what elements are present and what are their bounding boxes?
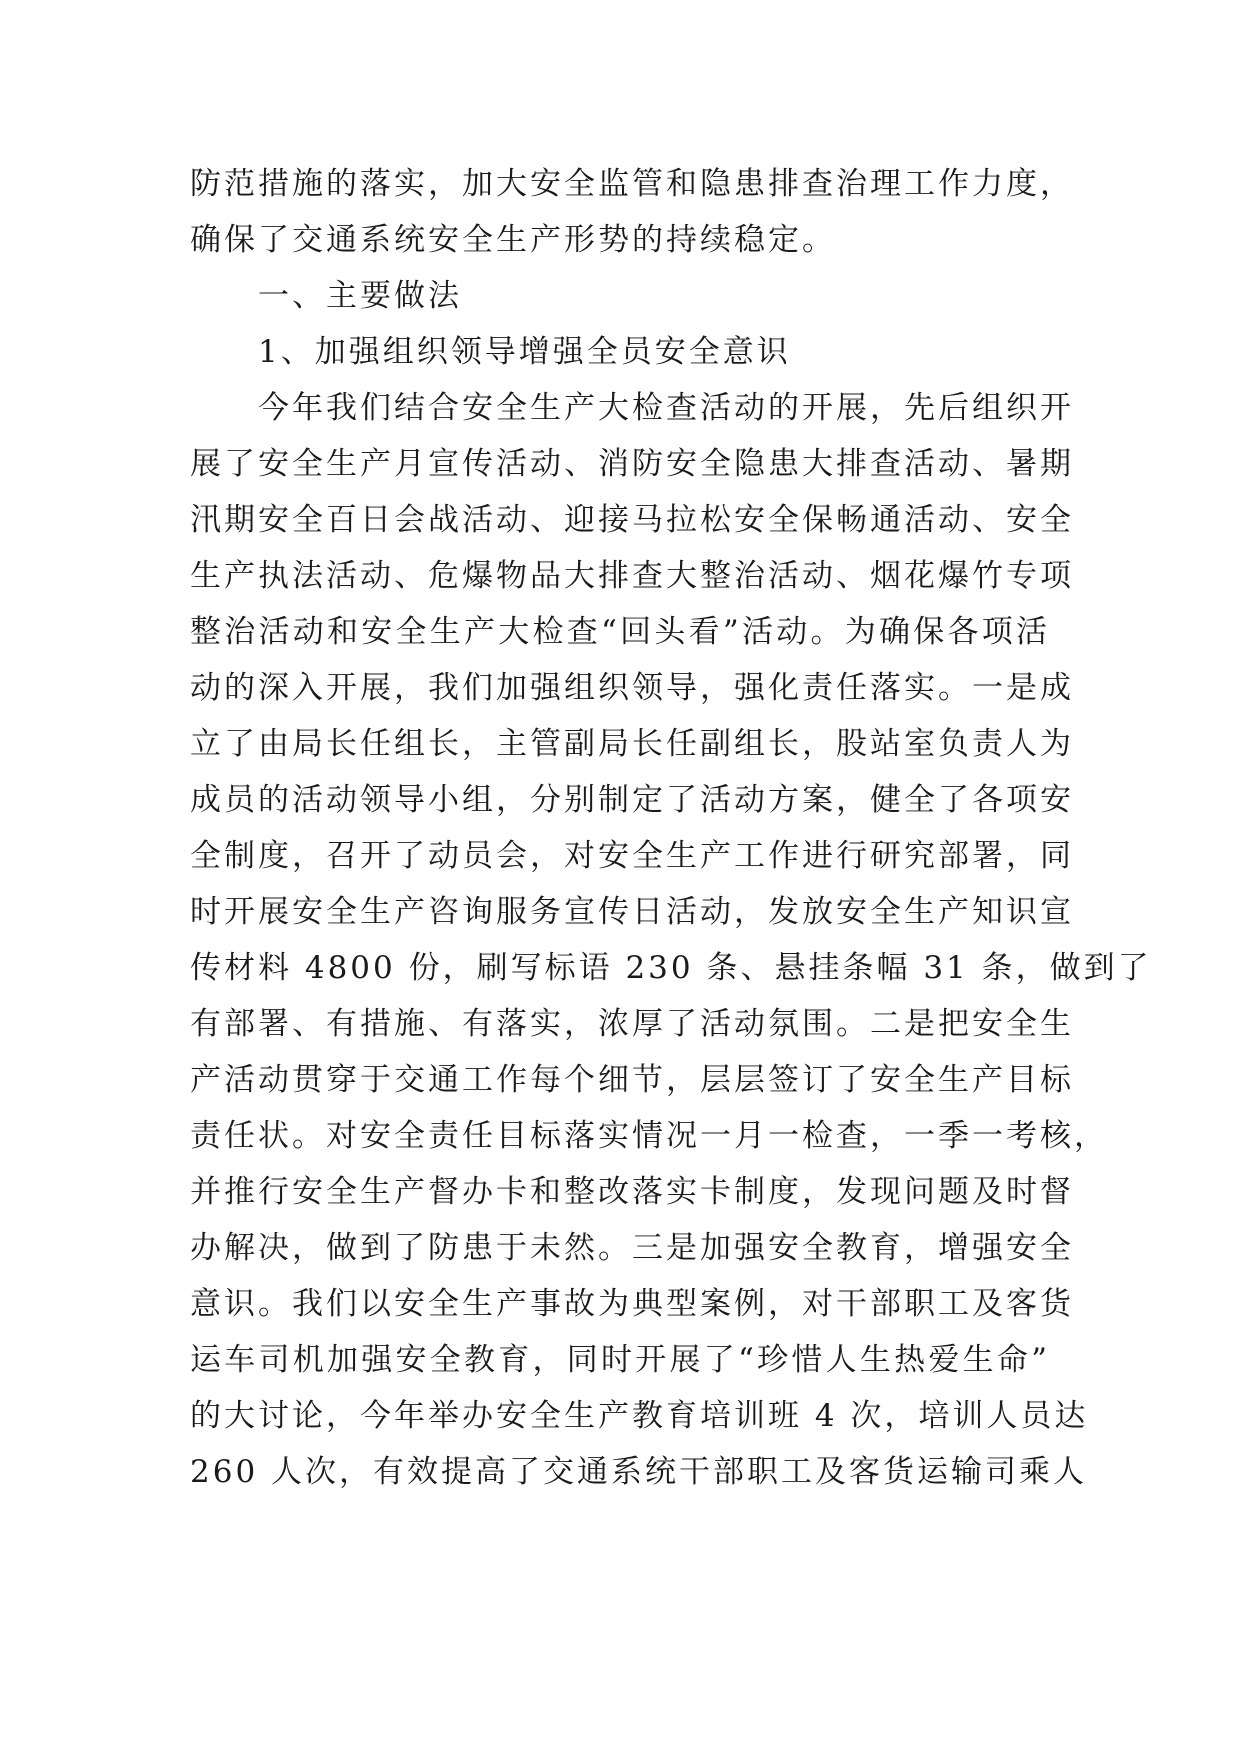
paragraph-line: 汛期安全百日会战活动、迎接马拉松安全保畅通活动、安全 [190,502,1074,538]
paragraph-line: 260 人次，有效提高了交通系统干部职工及客货运输司乘人 [190,1454,1088,1490]
paragraph-line: 责任状。对安全责任目标落实情况一月一检查，一季一考核， [190,1118,1108,1154]
paragraph-line: 防范措施的落实，加大安全监管和隐患排查治理工作力度， [190,166,1074,202]
paragraph-line: 并推行安全生产督办卡和整改落实卡制度，发现问题及时督 [190,1174,1074,1210]
paragraph-line: 今年我们结合安全生产大检查活动的开展，先后组织开 [258,390,1074,426]
paragraph-line: 动的深入开展，我们加强组织领导，强化责任落实。一是成 [190,670,1074,706]
subsection-heading: 1、加强组织领导增强全员安全意识 [258,334,791,370]
paragraph-line: 确保了交通系统安全生产形势的持续稳定。 [190,222,836,258]
paragraph-line: 的大讨论，今年举办安全生产教育培训班 4 次，培训人员达 [190,1398,1089,1434]
paragraph-line: 生产执法活动、危爆物品大排查大整治活动、烟花爆竹专项 [190,558,1074,594]
paragraph-line: 整治活动和安全生产大检查“回头看”活动。为确保各项活 [190,614,1050,650]
paragraph-line: 时开展安全生产咨询服务宣传日活动，发放安全生产知识宣 [190,894,1074,930]
paragraph-line: 办解决，做到了防患于未然。三是加强安全教育，增强安全 [190,1230,1074,1266]
paragraph-line: 有部署、有措施、有落实，浓厚了活动氛围。二是把安全生 [190,1006,1074,1042]
paragraph-line: 意识。我们以安全生产事故为典型案例，对干部职工及客货 [190,1286,1074,1322]
paragraph-line: 运车司机加强安全教育，同时开展了“珍惜人生热爱生命” [190,1342,1050,1378]
paragraph-line: 展了安全生产月宣传活动、消防安全隐患大排查活动、暑期 [190,446,1074,482]
section-heading: 一、主要做法 [258,278,462,314]
body-text [190,156,1152,1500]
paragraph-line: 产活动贯穿于交通工作每个细节，层层签订了安全生产目标 [190,1062,1074,1098]
paragraph-line: 成员的活动领导小组，分别制定了活动方案，健全了各项安 [190,782,1074,818]
paragraph-line: 立了由局长任组长，主管副局长任副组长，股站室负责人为 [190,726,1074,762]
paragraph-line: 传材料 4800 份，刷写标语 230 条、悬挂条幅 31 条，做到了 [190,950,1152,986]
paragraph-line: 全制度，召开了动员会，对安全生产工作进行研究部署，同 [190,838,1074,874]
